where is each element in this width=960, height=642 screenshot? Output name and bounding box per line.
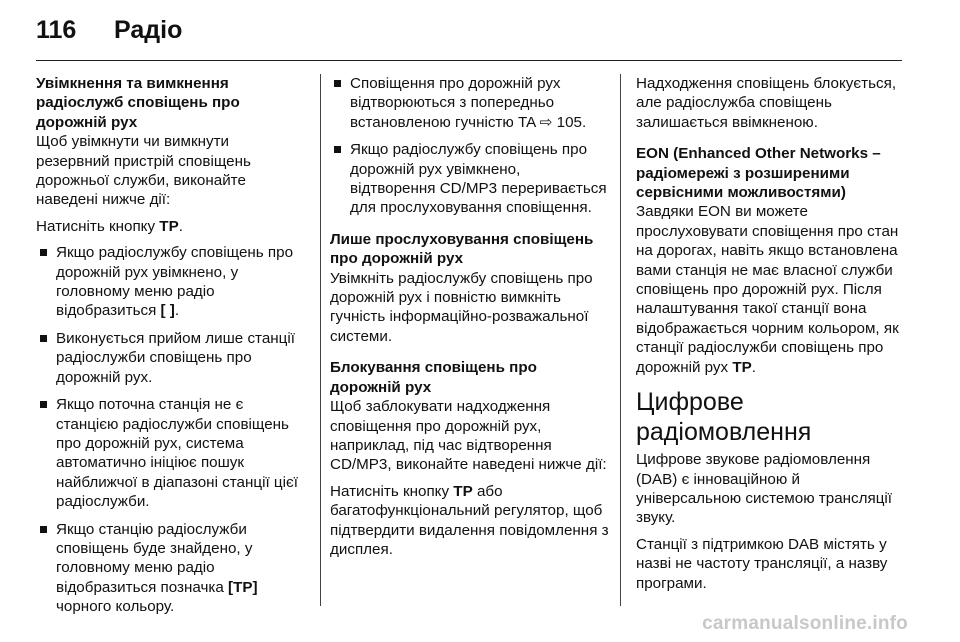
column-divider <box>620 74 621 606</box>
page-header <box>36 16 182 50</box>
list-item: Виконується прийом лише станції радіослужби сповіщень про дорожній рух. <box>36 329 306 387</box>
bullet-list <box>330 74 610 218</box>
paragraph: Станції з підтримкою DAB містять у назві не частоту трансляції, а назву програми. <box>636 535 888 592</box>
page-ref: 105. <box>556 113 587 131</box>
paragraph-press-tp: Натисніть кнопку TP. <box>36 217 183 235</box>
header-rule <box>36 60 902 61</box>
key-label: [TP] <box>228 578 258 596</box>
key-label: TP <box>453 482 473 500</box>
section-heading-eon: EON (Enhanced Other Networks – радіомережі з розширеними сервісними можливостями) <box>636 145 881 202</box>
key-label: [ ] <box>160 302 175 320</box>
list-item: Якщо станцію радіослужби сповіщень буде знайдено, у головному меню радіо відобразиться позначка [TP] чорного кольору. <box>36 520 306 617</box>
column-divider <box>320 74 321 606</box>
bullet-list <box>36 243 306 616</box>
paragraph: Цифрове звукове радіомовлення (DAB) є інноваційною й універсальною системою трансляції звуку. <box>636 451 893 527</box>
column-2 <box>330 74 610 566</box>
section-heading-tp-only: Лише прослуховування сповіщень про дорожній рух <box>330 230 594 268</box>
paragraph: Надходження сповіщень блокується, але радіослужба сповіщень залишається ввімкненою. <box>636 75 897 131</box>
section-heading-block: Блокування сповіщень про дорожній рух <box>330 359 537 396</box>
paragraph: Увімкніть радіослужбу сповіщень про дорожній рух і повністю вимкніть гучність інформаційно-розважальної системи. <box>330 269 593 345</box>
section-heading-tp-toggle: Увімкнення та вимкнення радіослужб сповіщень про дорожній рух <box>36 75 240 131</box>
paragraph-press-tp: Натисніть кнопку TP або багатофункціональний регулятор, щоб підтвердити видалення повідомлення з дисплея. <box>330 482 609 558</box>
list-item: Якщо радіослужбу сповіщень про дорожній рух увімкнено, у головному меню радіо відобразиться [ ]. <box>36 243 306 321</box>
column-1 <box>36 74 306 625</box>
list-item: Сповіщення про дорожній рух відтворюються з попередньо встановленою гучністю TA ⇨ 105. <box>330 74 610 132</box>
page-ref-icon: ⇨ <box>539 113 553 131</box>
list-item: Якщо радіослужбу сповіщень про дорожній рух увімкнено, відтворення CD/MP3 переривається для прослуховування сповіщення. <box>330 140 610 218</box>
key-label: TP <box>159 217 179 235</box>
paragraph: Щоб увімкнути чи вимкнути резервний пристрій сповіщень дорожньої служби, виконайте наведені нижче дії: <box>36 133 251 209</box>
key-label: TP <box>732 358 752 376</box>
paragraph: Щоб заблокувати надходження сповіщення про дорожній рух, наприклад, під час відтворення CD/MP3, виконайте наведені нижче дії: <box>330 398 607 474</box>
watermark: carmanualsonline.info <box>702 613 908 634</box>
paragraph: Завдяки EON ви можете прослуховувати сповіщення про стан на дорогах, навіть якщо встановлена вами станція не має власної служби сповіщень про дорожній рух. Після налаштування такої станції вона відображається чорним кольором, як станції радіослужби сповіщень про дорожній рух TP. <box>636 203 899 376</box>
list-item: Якщо поточна станція не є станцією радіослужби сповіщень про дорожній рух, система автоматично ініціює пошук найближчої в діапазоні станції цієї радіослужби. <box>36 395 306 511</box>
chapter-title: Радіо <box>114 16 183 44</box>
page-number: 116 <box>36 16 77 44</box>
section-title-dab: Цифрове радіомовлення <box>636 388 812 447</box>
column-3 <box>636 74 906 600</box>
